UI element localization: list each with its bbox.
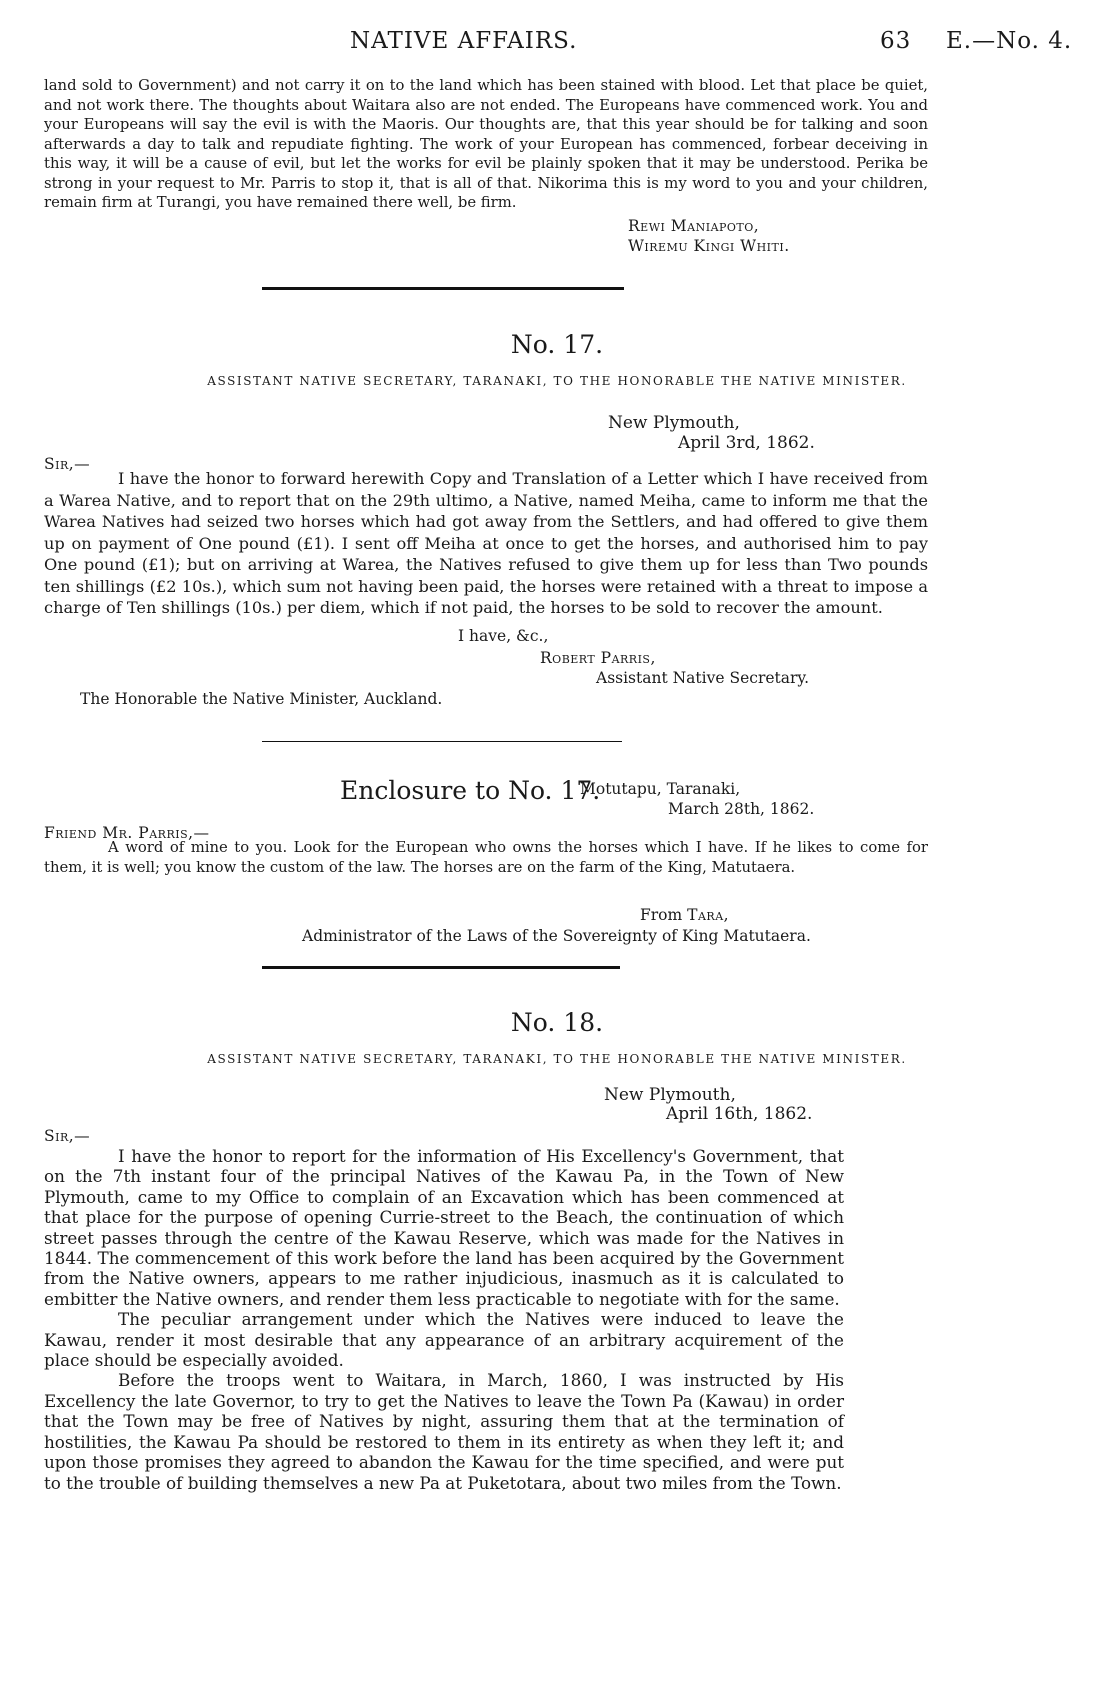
enclosure-17-from-label: From: [640, 906, 683, 924]
letter-17-paragraph: I have the honor to forward herewith Copy and Translation of a Letter which I have received from a Warea Native, and to report that on the 29th ultimo, a Native, named Meiha, came to inform me that the Warea Natives had seized two horses which had got away from the Settlers, and had offered to give them up on payment of One pound (£1). I sent off Meiha at once to get the horses, and authorised him to pay One pound (£1); but on arriving at Warea, the Natives refused to give them up for less than Two pounds ten shillings (£2 10s.), which sum not having been paid, the horses were retained with a threat to impose a charge of Ten shillings (10s.) per diem, which if not paid, the horses to be sold to recover the amount.: [44, 469, 928, 617]
letter-18-paragraph-2: The peculiar arrangement under which the Natives were induced to leave the Kawau, render it most desirable that any appearance of an arbitrary acquirement of the place should be especially avoided.: [44, 1309, 844, 1371]
letter-17-date: April 3rd, 1862.: [678, 433, 815, 453]
letter-18-salutation: Sir,—: [44, 1127, 91, 1145]
letter-17-number: No. 17.: [510, 330, 604, 359]
letter-18-paragraph-1: I have the honor to report for the information of His Excellency's Government, that on the 7th instant four of the principal Natives of the Kawau Pa, in the Town of New Plymouth, came to my Office to complain of an Excavation which has been commenced at that place for the purpose of opening Currie-street to the Beach, the continuation of which street passes through the centre of the Kawau Reserve, which was made for the Natives in 1844. The commencement of this work before the land has been acquired by the Government from the Native owners, appears to me rather injudicious, inasmuch as it is calculated to embitter the Native owners, and render them less practicable to negotiate with for the same.: [44, 1146, 844, 1309]
letter-17-salutation: Sir,—: [44, 455, 91, 473]
enclosure-17-from-name: Tara,: [687, 906, 730, 924]
letter-18-place: New Plymouth,: [604, 1085, 736, 1105]
document-reference: E.—No. 4.: [946, 28, 1073, 54]
enclosure-17-place: Motutapu, Taranaki,: [580, 780, 741, 798]
enclosure-17-body: [44, 838, 928, 877]
letter-17-signatory: Robert Parris,: [540, 649, 656, 667]
enclosure-17-from: [640, 905, 729, 926]
letter-17-signatory-title: Assistant Native Secretary.: [596, 669, 810, 687]
letter-17-addressee: The Honorable the Native Minister, Auckland.: [80, 690, 443, 708]
letter-18-date: April 16th, 1862.: [666, 1104, 813, 1124]
continuation-signatory-1: Rewi Maniapoto,: [628, 217, 760, 235]
running-header: [0, 28, 1114, 62]
page-number: 63: [880, 28, 912, 54]
letter-17-body: [44, 468, 928, 619]
continuation-paragraph: land sold to Government) and not carry it on to the land which has been stained with blood. Let that place be quiet, and not work there. The thoughts about Waitara also are not ended. The Europeans have commenced work. You and your Europeans will say the evil is with the Maoris. Our thoughts are, that this year should be for talking and soon afterwards a day to talk and repudiate fighting. The work of your European has commenced, forbear deceiving in this way, it will be a cause of evil, but let the works for evil be plainly spoken that it may be understood. Perika be strong in your request to Mr. Parris to stop it, that is all of that. Nikorima this is my word to you and your children, remain firm at Turangi, you have remained there well, be firm.: [44, 77, 928, 211]
enclosure-17-date: March 28th, 1862.: [668, 800, 815, 818]
enclosure-17-paragraph: A word of mine to you. Look for the European who owns the horses which I have. If he likes to come for them, it is well; you know the custom of the law. The horses are on the farm of the King, Matutaera.: [44, 839, 928, 876]
letter-17-subtitle: ASSISTANT NATIVE SECRETARY, TARANAKI, TO THE HONORABLE THE NATIVE MINISTER.: [207, 374, 907, 388]
section-divider: [262, 966, 620, 969]
enclosure-17-heading: Enclosure to No. 17.: [340, 776, 601, 805]
letter-18-body: [44, 1146, 844, 1493]
enclosure-17-from-title: Administrator of the Laws of the Sovereignty of King Matutaera.: [302, 927, 811, 945]
section-divider: [262, 741, 622, 742]
header-title: NATIVE AFFAIRS.: [350, 28, 578, 54]
section-divider: [262, 287, 624, 290]
continuation-text: [44, 76, 928, 213]
continuation-signatory-2: Wiremu Kingi Whiti.: [628, 237, 790, 255]
letter-17-place: New Plymouth,: [608, 413, 740, 433]
enclosure-17-salutation: Friend Mr. Parris,—: [44, 824, 210, 842]
letter-18-number: No. 18.: [510, 1008, 604, 1037]
letter-18-paragraph-3: Before the troops went to Waitara, in March, 1860, I was instructed by His Excellency the late Governor, to try to get the Natives to leave the Town Pa (Kawau) in order that the Town may be free of Natives by night, assuring them that at the termination of hostilities, the Kawau Pa should be restored to them in its entirety as when they left it; and upon those promises they agreed to abandon the Kawau for the time specified, and were put to the trouble of building themselves a new Pa at Puketotara, about two miles from the Town.: [44, 1370, 844, 1493]
letter-18-subtitle: ASSISTANT NATIVE SECRETARY, TARANAKI, TO THE HONORABLE THE NATIVE MINISTER.: [207, 1052, 907, 1066]
letter-17-closing: I have, &c.,: [458, 627, 549, 645]
